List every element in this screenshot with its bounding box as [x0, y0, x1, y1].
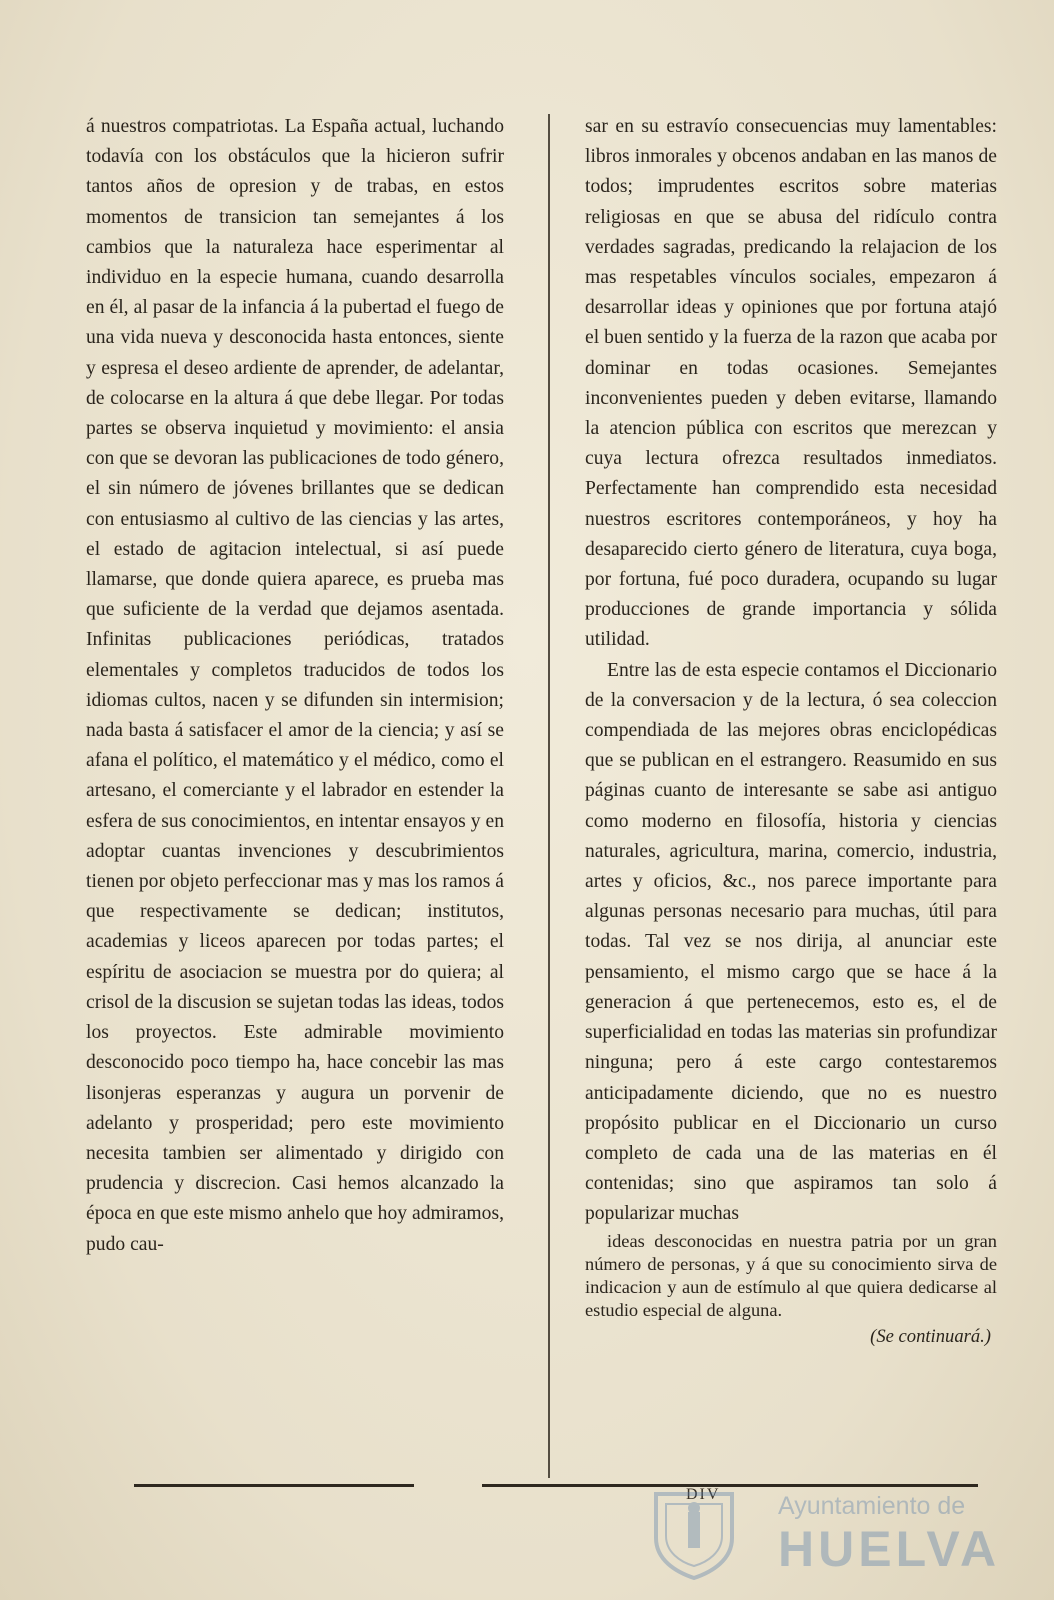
right-paragraph-1: sar en su estravío consecuencias muy lamentables: libros inmorales y obcenos andaban en las manos de todos; imprudentes escritos sobre materias religiosas en que se abusa del ridículo contra verdades sagradas, predicando la relajacion de los mas respetables vínculos sociales, empezaron á desarrollar ideas y opiniones que por fortuna atajó el buen sentido y la fuerza de la razon que acaba por dominar en todas ocasiones. Semejantes inconvenientes pueden y deben evitarse, llamando la atencion pública con escritos que merezcan y cuya lectura ofrezca resultados inmediatos. Perfectamente han comprendido esta necesidad nuestros escritores contemporáneos, y hoy ha desaparecido cierto género de literatura, cuya boga, por fortuna, fué poco duradera, ocupando su lugar producciones de grande importancia y sólida utilidad. [585, 116, 997, 651]
right-paragraph-tail: ideas desconocidas en nuestra patria por un gran número de personas, y á que su conocimiento sirva de indicacion y aun de estímulo al que quiera dedicarse al estudio especial de alguna. [585, 1230, 997, 1320]
column-divider [548, 114, 550, 1478]
watermark-line2: HUELVA [778, 1521, 1001, 1577]
watermark-line1: Ayuntamiento de [778, 1492, 966, 1520]
coat-of-arms-icon [650, 1488, 738, 1580]
catchword: DIV [686, 1486, 721, 1503]
continuation-note: (Se continuará.) [870, 1325, 991, 1347]
right-column [585, 112, 997, 1350]
archive-watermark [650, 1478, 1000, 1588]
right-paragraph-2: Entre las de esta especie contamos el Diccionario de la conversacion y de la lectura, ó sea coleccion compendiada de las mejores obras enciclopédicas que se publican en el estrangero. Reasumido en sus páginas cuanto de interesante se sabe asi antiguo como moderno en filosofía, historia y ciencias naturales, agricultura, marina, comercio, industria, artes y oficios, &c., nos parece importante para algunas personas necesario para muchas, útil para todas. Tal vez se nos dirija, al anunciar este pensamiento, el mismo cargo que se hace á la generacion á que pertenecemos, esto es, el de superficialidad en todas las materias sin profundizar ninguna; pero á este cargo contestaremos anticipadamente diciendo, que no es nuestro propósito publicar en el Diccionario un curso completo de cada una de las materias en él contenidas; sino que aspiramos tan solo á popularizar muchas [585, 659, 997, 1225]
left-column [86, 112, 504, 1260]
left-column-text: á nuestros compatriotas. La España actual, luchando todavía con los obstáculos que la hicieron sufrir tantos años de opresion y de trabas, en estos momentos de transicion tan semejantes á los cambios que la naturaleza hace esperimentar al individuo en la especie humana, cuando desarrolla en él, al pasar de la infancia á la pubertad el fuego de una vida nueva y desconocida hasta entonces, siente y espresa el deseo ardiente de aprender, de adelantar, de colocarse en la altura á que debe llegar. Por todas partes se observa inquietud y movimiento: el ansia con que se devoran las publicaciones de todo género, el sin número de jóvenes brillantes que se dedican con entusiasmo al cultivo de las ciencias y las artes, el estado de agitacion intelectual, si así puede llamarse, que donde quiera aparece, es prueba mas que suficiente de la verdad que dejamos asentada. Infinitas publicaciones periódicas, tratados elementales y completos traducidos de todos los idiomas cultos, nacen y se difunden sin intermision; nada basta á satisfacer el amor de la ciencia; y así se afana el político, el matemático y el médico, como el artesano, el comerciante y el labrador en estender la esfera de sus conocimientos, en intentar ensayos y en adoptar cuantas invenciones y descubrimientos tienen por objeto perfeccionar mas y mas los ramos á que respectivamente se dedican; institutos, academias y liceos aparecen por todas partes; el espíritu de asociacion se muestra por do quiera; al crisol de la discusion se sujetan todas las ideas, todos los proyectos. Este admirable movimiento desconocido poco tiempo ha, hace concebir las mas lisonjeras esperanzas y augura un porvenir de adelanto y prosperidad; pero este movimiento necesita tambien ser alimentado y dirigido con prudencia y discrecion. Casi hemos alcanzado la época en que este mismo anhelo que hoy admiramos, pudo cau- [86, 116, 504, 1255]
footer-rule-left [134, 1484, 414, 1487]
